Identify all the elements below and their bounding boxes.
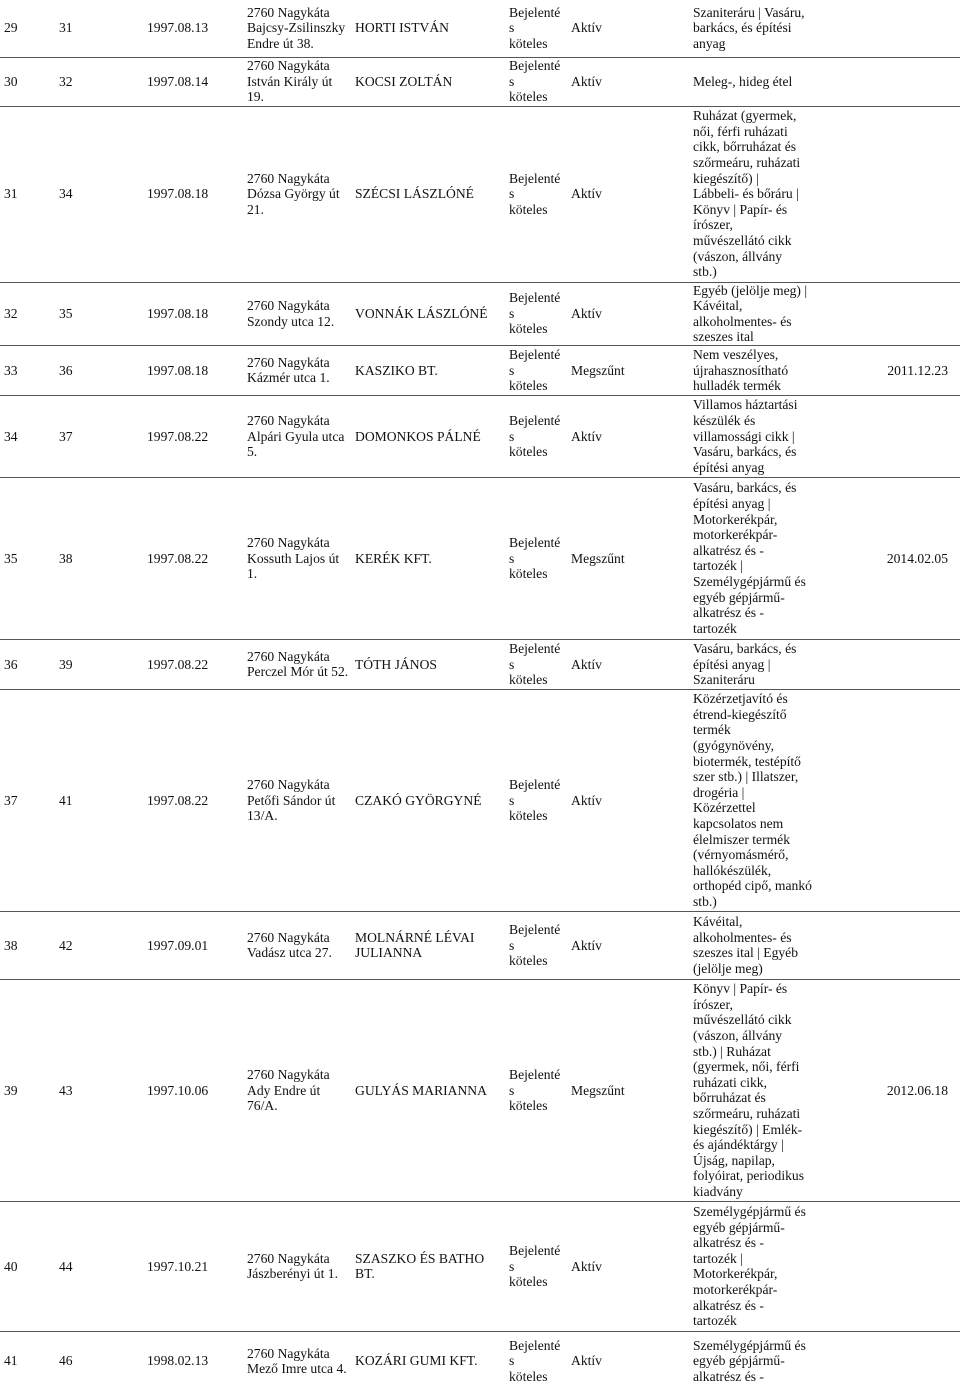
operator-name [352,911,506,979]
operator-name [352,1331,506,1390]
operator-name [352,0,506,57]
notification-type [506,0,568,57]
registration-date: 1997.10.06 [144,979,244,1201]
table-row [0,1201,960,1331]
operator-name [352,979,506,1201]
notification-type [506,689,568,911]
shop-status: Aktív [568,639,690,689]
shop-status: Aktív [568,1331,690,1390]
shop-address [244,57,352,106]
shop-address [244,979,352,1201]
registration-number: 32 [56,57,144,106]
operator-name-text: HORTI ISTVÁN [355,20,449,36]
table-row [0,979,960,1201]
registration-date: 1997.08.22 [144,639,244,689]
operator-name [352,345,506,395]
registration-date: 1997.08.18 [144,106,244,282]
row-number: 37 [0,689,56,911]
product-categories [690,639,850,689]
notification-type [506,477,568,639]
notification-type [506,395,568,477]
operator-name-text: GULYÁS MARIANNA [355,1082,487,1098]
registration-number: 43 [56,979,144,1201]
product-categories [690,911,850,979]
row-number: 31 [0,106,56,282]
closure-date [850,395,960,477]
closure-date: 2014.02.05 [850,477,960,639]
product-categories-text: Villamos háztartási készülék és villamossági cikk | Vasáru, barkács, és építési anyag [693,397,798,475]
operator-name-text: VONNÁK LÁSZLÓNÉ [355,305,488,321]
notification-type [506,911,568,979]
notification-type-text: Bejelentés köteles [509,58,561,105]
row-number: 30 [0,57,56,106]
operator-name [352,477,506,639]
shop-address [244,689,352,911]
registration-number: 42 [56,911,144,979]
product-categories [690,395,850,477]
closure-date [850,689,960,911]
shop-status: Aktív [568,911,690,979]
shop-address [244,395,352,477]
notification-type [506,639,568,689]
product-categories [690,0,850,57]
product-categories [690,1331,850,1390]
product-categories-text: Vasáru, barkács, és építési anyag | Szaniteráru [693,640,797,688]
product-categories [690,106,850,282]
closure-date [850,1201,960,1331]
operator-name [352,1201,506,1331]
operator-name-text: KOZÁRI GUMI KFT. [355,1353,478,1369]
row-number: 41 [0,1331,56,1390]
shop-status: Megszűnt [568,477,690,639]
table-row [0,1331,960,1390]
closure-date [850,282,960,345]
operator-name-text: KERÉK KFT. [355,550,432,566]
registration-date: 1997.08.18 [144,345,244,395]
notification-type-text: Bejelentés köteles [509,170,561,217]
registration-number: 36 [56,345,144,395]
row-number: 35 [0,477,56,639]
row-number: 29 [4,20,18,36]
registration-number: 35 [56,282,144,345]
closure-date [850,1331,960,1390]
table-row [0,282,960,345]
operator-name [352,57,506,106]
row-number: 36 [0,639,56,689]
shop-address-text: 2760 Nagykáta Alpári Gyula utca 5. [247,412,345,460]
registration-date: 1997.08.13 [147,20,209,36]
table-row [0,689,960,911]
table-row [0,395,960,477]
notification-type-text: Bejelentés köteles [509,1066,561,1114]
row-number: 40 [0,1201,56,1331]
shop-status: Aktív [568,57,690,106]
shop-status: Aktív [568,106,690,282]
notification-type-text: Bejelentés köteles [509,412,561,460]
operator-name-text: TÓTH JÁNOS [355,656,437,672]
product-categories-text: Közérzetjavító és étrend-kiegészítő termék (gyógynövény, biotermék, testépítő szer stb.) | Illatszer, drogéria | Közérzettel kapcsolatos nem élelmiszer termék (vérnyomásmérő, hallókészülék, orthopéd cipő, mankó stb.) [693,691,812,909]
notification-type [506,57,568,106]
product-categories-text: Meleg-, hideg étel [693,73,793,89]
table-row [0,345,960,395]
notification-type-text: Bejelentés köteles [509,534,561,582]
registration-date: 1997.08.22 [144,477,244,639]
registration-number: 44 [56,1201,144,1331]
notification-type-text: Bejelentés köteles [509,776,561,824]
notification-type-text: Bejelentés köteles [509,1337,561,1384]
notification-type-text: Bejelentés köteles [509,4,561,52]
closure-date [850,0,960,57]
closure-date: 2011.12.23 [850,345,960,395]
notification-type-text: Bejelentés köteles [509,346,561,394]
operator-name [352,639,506,689]
notification-type-text: Bejelentés köteles [509,921,561,969]
product-categories [690,282,850,345]
registration-number: 39 [56,639,144,689]
registration-date: 1997.08.22 [144,689,244,911]
product-categories-text: Könyv | Papír- és írószer, művészellátó cikk (vászon, állvány stb.) | Ruházat (gyermek, női, férfi ruházati cikk, bőrruházat és szőrmeáru, ruházati kiegészítő) | Emlék- és ajándéktárgy | Újság, napilap, folyóirat, periodikus kiadvány [693,981,804,1199]
operator-name-text: SZASZKO ÉS BATHO BT. [355,1250,485,1282]
shop-address [244,477,352,639]
closure-date [850,639,960,689]
table-row [0,57,960,106]
product-categories-text: Nem veszélyes, újrahasznosítható hulladék termék [693,346,789,394]
product-categories-text: Személygépjármű és egyéb gépjármű- alkatrész és - [693,1337,806,1384]
row-number: 38 [0,911,56,979]
product-categories [690,57,850,106]
row-number: 39 [0,979,56,1201]
product-categories [690,477,850,639]
product-categories [690,1201,850,1331]
shop-address [244,911,352,979]
operator-name-text: DOMONKOS PÁLNÉ [355,428,481,444]
closure-date [850,911,960,979]
product-categories-text: Szaniteráru | Vasáru, barkács, és építési anyag [693,4,805,52]
shop-status: Aktív [568,689,690,911]
registration-number: 34 [56,106,144,282]
notification-type [506,979,568,1201]
shop-address [244,345,352,395]
shop-address-text: 2760 Nagykáta Kázmér utca 1. [247,354,330,386]
shop-status: Aktív [568,395,690,477]
notification-type-text: Bejelentés köteles [509,1242,561,1290]
registration-date: 1997.08.18 [144,282,244,345]
shop-status: Aktív [568,282,690,345]
shop-address [244,1201,352,1331]
notification-type [506,106,568,282]
shop-address-text: 2760 Nagykáta Ady Endre út 76/A. [247,1066,330,1114]
table-row [0,0,960,57]
shop-status: Megszűnt [568,345,690,395]
registration-number: 41 [56,689,144,911]
registration-date: 1997.08.14 [144,57,244,106]
registration-date: 1998.02.13 [144,1331,244,1390]
product-categories-text: Ruházat (gyermek, női, férfi ruházati cikk, bőrruházat és szőrmeáru, ruházati kiegészítő) | Lábbeli- és bőráru | Könyv | Papír- és írószer, művészellátó cikk (vászon, állvány stb.) [693,108,801,280]
shop-status: Megszűnt [568,979,690,1201]
product-categories-text: Személygépjármű és egyéb gépjármű- alkatrész és - tartozék | Motorkerékpár, motorkerékpár- alkatrész és - tartozék [693,1204,806,1329]
table-row [0,639,960,689]
notification-type [506,345,568,395]
operator-name-text: CZAKÓ GYÖRGYNÉ [355,792,482,808]
product-categories [690,979,850,1201]
operator-name [352,395,506,477]
shop-address-text: 2760 Nagykáta Szondy utca 12. [247,298,335,329]
shop-address [244,639,352,689]
product-categories [690,689,850,911]
shop-address-text: 2760 Nagykáta Jászberényi út 1. [247,1250,338,1282]
row-number: 34 [0,395,56,477]
notification-type [506,1331,568,1390]
shop-address [244,0,352,57]
shop-address-text: 2760 Nagykáta Kossuth Lajos út 1. [247,534,340,582]
shop-address [244,106,352,282]
row-number: 32 [0,282,56,345]
closure-date [850,57,960,106]
product-categories [690,345,850,395]
operator-name [352,689,506,911]
shop-address-text: 2760 Nagykáta Perczel Mór út 52. [247,648,349,680]
notification-type-text: Bejelentés köteles [509,640,561,688]
row-number: 33 [0,345,56,395]
table-row [0,477,960,639]
shop-address [244,282,352,345]
shop-address-text: 2760 Nagykáta Dózsa György út 21. [247,170,340,217]
shop-address-text: 2760 Nagykáta Bajcsy-Zsilinszky Endre út 38. [247,4,346,52]
registration-number: 37 [56,395,144,477]
registration-number: 38 [56,477,144,639]
shop-status: Aktív [568,1201,690,1331]
product-categories-text: Kávéital, alkoholmentes- és szeszes ital | Egyéb (jelölje meg) [693,914,799,976]
registration-number: 31 [59,20,73,36]
operator-name-text: SZÉCSI LÁSZLÓNÉ [355,186,474,202]
table-row [0,911,960,979]
closure-date: 2012.06.18 [850,979,960,1201]
shop-status: Aktív [571,20,602,36]
operator-name-text: MOLNÁRNÉ LÉVAI JULIANNA [355,929,475,961]
shop-address-text: 2760 Nagykáta Petőfi Sándor út 13/A. [247,776,336,824]
shop-address-text: 2760 Nagykáta István Király út 19. [247,58,333,105]
shop-address-text: 2760 Nagykáta Vadász utca 27. [247,929,332,961]
shop-address-text: 2760 Nagykáta Mező Imre utca 4. [247,1345,347,1377]
shop-address [244,1331,352,1390]
registration-date: 1997.08.22 [144,395,244,477]
notification-type [506,282,568,345]
notification-type-text: Bejelentés köteles [509,290,561,337]
operator-name-text: KOCSI ZOLTÁN [355,73,453,89]
product-categories-text: Vasáru, barkács, és építési anyag | Motorkerékpár, motorkerékpár- alkatrész és - tartozék | Személygépjármű és egyéb gépjármű- alkatrész és - tartozék [693,480,806,636]
operator-name [352,282,506,345]
operator-name [352,106,506,282]
table-row [0,106,960,282]
registration-number: 46 [56,1331,144,1390]
registration-date: 1997.09.01 [144,911,244,979]
operator-name-text: KASZIKO BT. [355,362,438,378]
product-categories-text: Egyéb (jelölje meg) | Kávéital, alkoholmentes- és szeszes ital [693,282,808,345]
notification-type [506,1201,568,1331]
registration-date: 1997.10.21 [144,1201,244,1331]
closure-date [850,106,960,282]
